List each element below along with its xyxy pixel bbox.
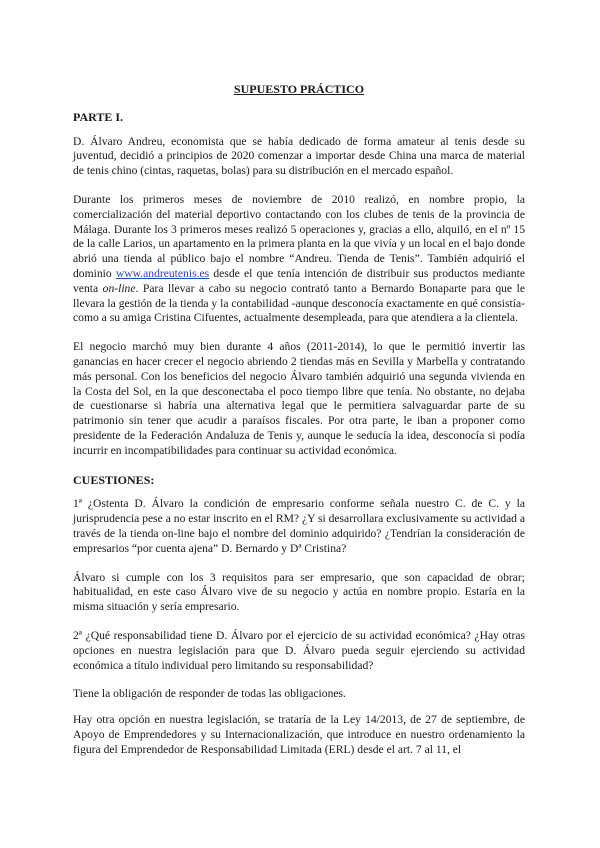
paragraph-text: desde el que tenía intención de distribuir sus productos mediante venta bbox=[73, 266, 525, 295]
domain-link[interactable]: www.andreutenis.es bbox=[115, 266, 210, 280]
paragraph-text: Durante los primeros meses de noviembre de 2010 realizó, en nombre propio, la comercialización del material deportivo contactando con los clubes de tenis de la provincia de Málaga. Durante los 3 primeros meses realizó 5 operaciones y, gracias a ello, alquiló, en el nº 15 de la calle Larios, un apartamento en la primera planta en la que vivía y un local en el bajo donde abrió una tienda al público bajo el nombre “Andreu. Tienda de Tenis”. También adquirió el dominio bbox=[73, 192, 525, 280]
answer-2a: Tiene la obligación de responder de todas las obligaciones. bbox=[73, 687, 346, 701]
questions-heading: CUESTIONES: bbox=[73, 472, 155, 487]
answer-2b: Hay otra opción en nuestra legislación, se trataría de la Ley 14/2013, de 27 de septiembre, de Apoyo de Emprendedores y su Internacionalización, que introduce en nuestro ordenamiento la figura del Emprendedor de Responsabilidad Limitada (ERL) desde el art. 7 al 11, el bbox=[73, 713, 525, 756]
italic-term: on-line bbox=[102, 281, 136, 295]
paragraph-business-growth: El negocio marchó muy bien durante 4 años (2011-2014), lo que le permitió invertir las ganancias en hacer crecer el negocio abriendo 2 tiendas más en Sevilla y Marbella y contratando más personal. Con los beneficios del negocio Álvaro también adquirió una segunda vivienda en la Costa del Sol, en la que desconectaba el poco tiempo libre que tenía. No obstante, no dejaba de cuestionarse si habría una alternativa legal que le permitiera salvaguardar parte de su patrimonio sin tener que acudir a paraísos fiscales. Por otra parte, le iban a proponer como presidente de la Federación Andaluza de Tenis y, aunque le seducía la idea, desconocía si podía incurrir en incompatibilidades para continuar su actividad económica. bbox=[73, 340, 525, 457]
paragraph-business-start bbox=[73, 193, 525, 326]
part-1-heading: PARTE I. bbox=[73, 109, 124, 124]
paragraph-text: . Para llevar a cabo su negocio contrató tanto a Bernardo Bonaparte para que le llevara la gestión de la tienda y la contabilidad -aunque desconocía exactamente en qué consistía- como a su amiga Cristina Cifuentes, actualmente desempleada, para que atendiera a la clientela. bbox=[73, 281, 525, 325]
paragraph-intro: D. Álvaro Andreu, economista que se había dedicado de forma amateur al tenis desde su juventud, decidió a principios de 2020 comenzar a importar desde China una marca de material de tenis chino (cintas, raquetas, bolas) para su distribución en el mercado español. bbox=[73, 134, 525, 178]
question-2: 2ª ¿Qué responsabilidad tiene D. Álvaro por el ejercicio de su actividad económica? ¿Hay otras opciones en nuestra legislación para que D. Álvaro pueda seguir ejerciendo su actividad económica a título individual pero limitando su responsabilidad? bbox=[73, 628, 525, 672]
answer-1: Álvaro si cumple con los 3 requisitos para ser empresario, que son capacidad de obrar; habitualidad, en este caso Álvaro vive de su negocio y actúa en nombre propio. Estaría en la misma situación y sería empresario. bbox=[73, 570, 525, 614]
document-page bbox=[73, 82, 525, 771]
question-1: 1ª ¿Ostenta D. Álvaro la condición de empresario conforme señala nuestro C. de C. y la jurisprudencia pese a no estar inscrito en el RM? ¿Y si desarrollara exclusivamente su actividad a través de la tienda on-line bajo el nombre del dominio adquirido? ¿Tendrían la consideración de empresarios “por cuenta ajena” D. Bernardo y Dª Cristina? bbox=[73, 497, 525, 555]
document-title: SUPUESTO PRÁCTICO bbox=[233, 82, 365, 96]
